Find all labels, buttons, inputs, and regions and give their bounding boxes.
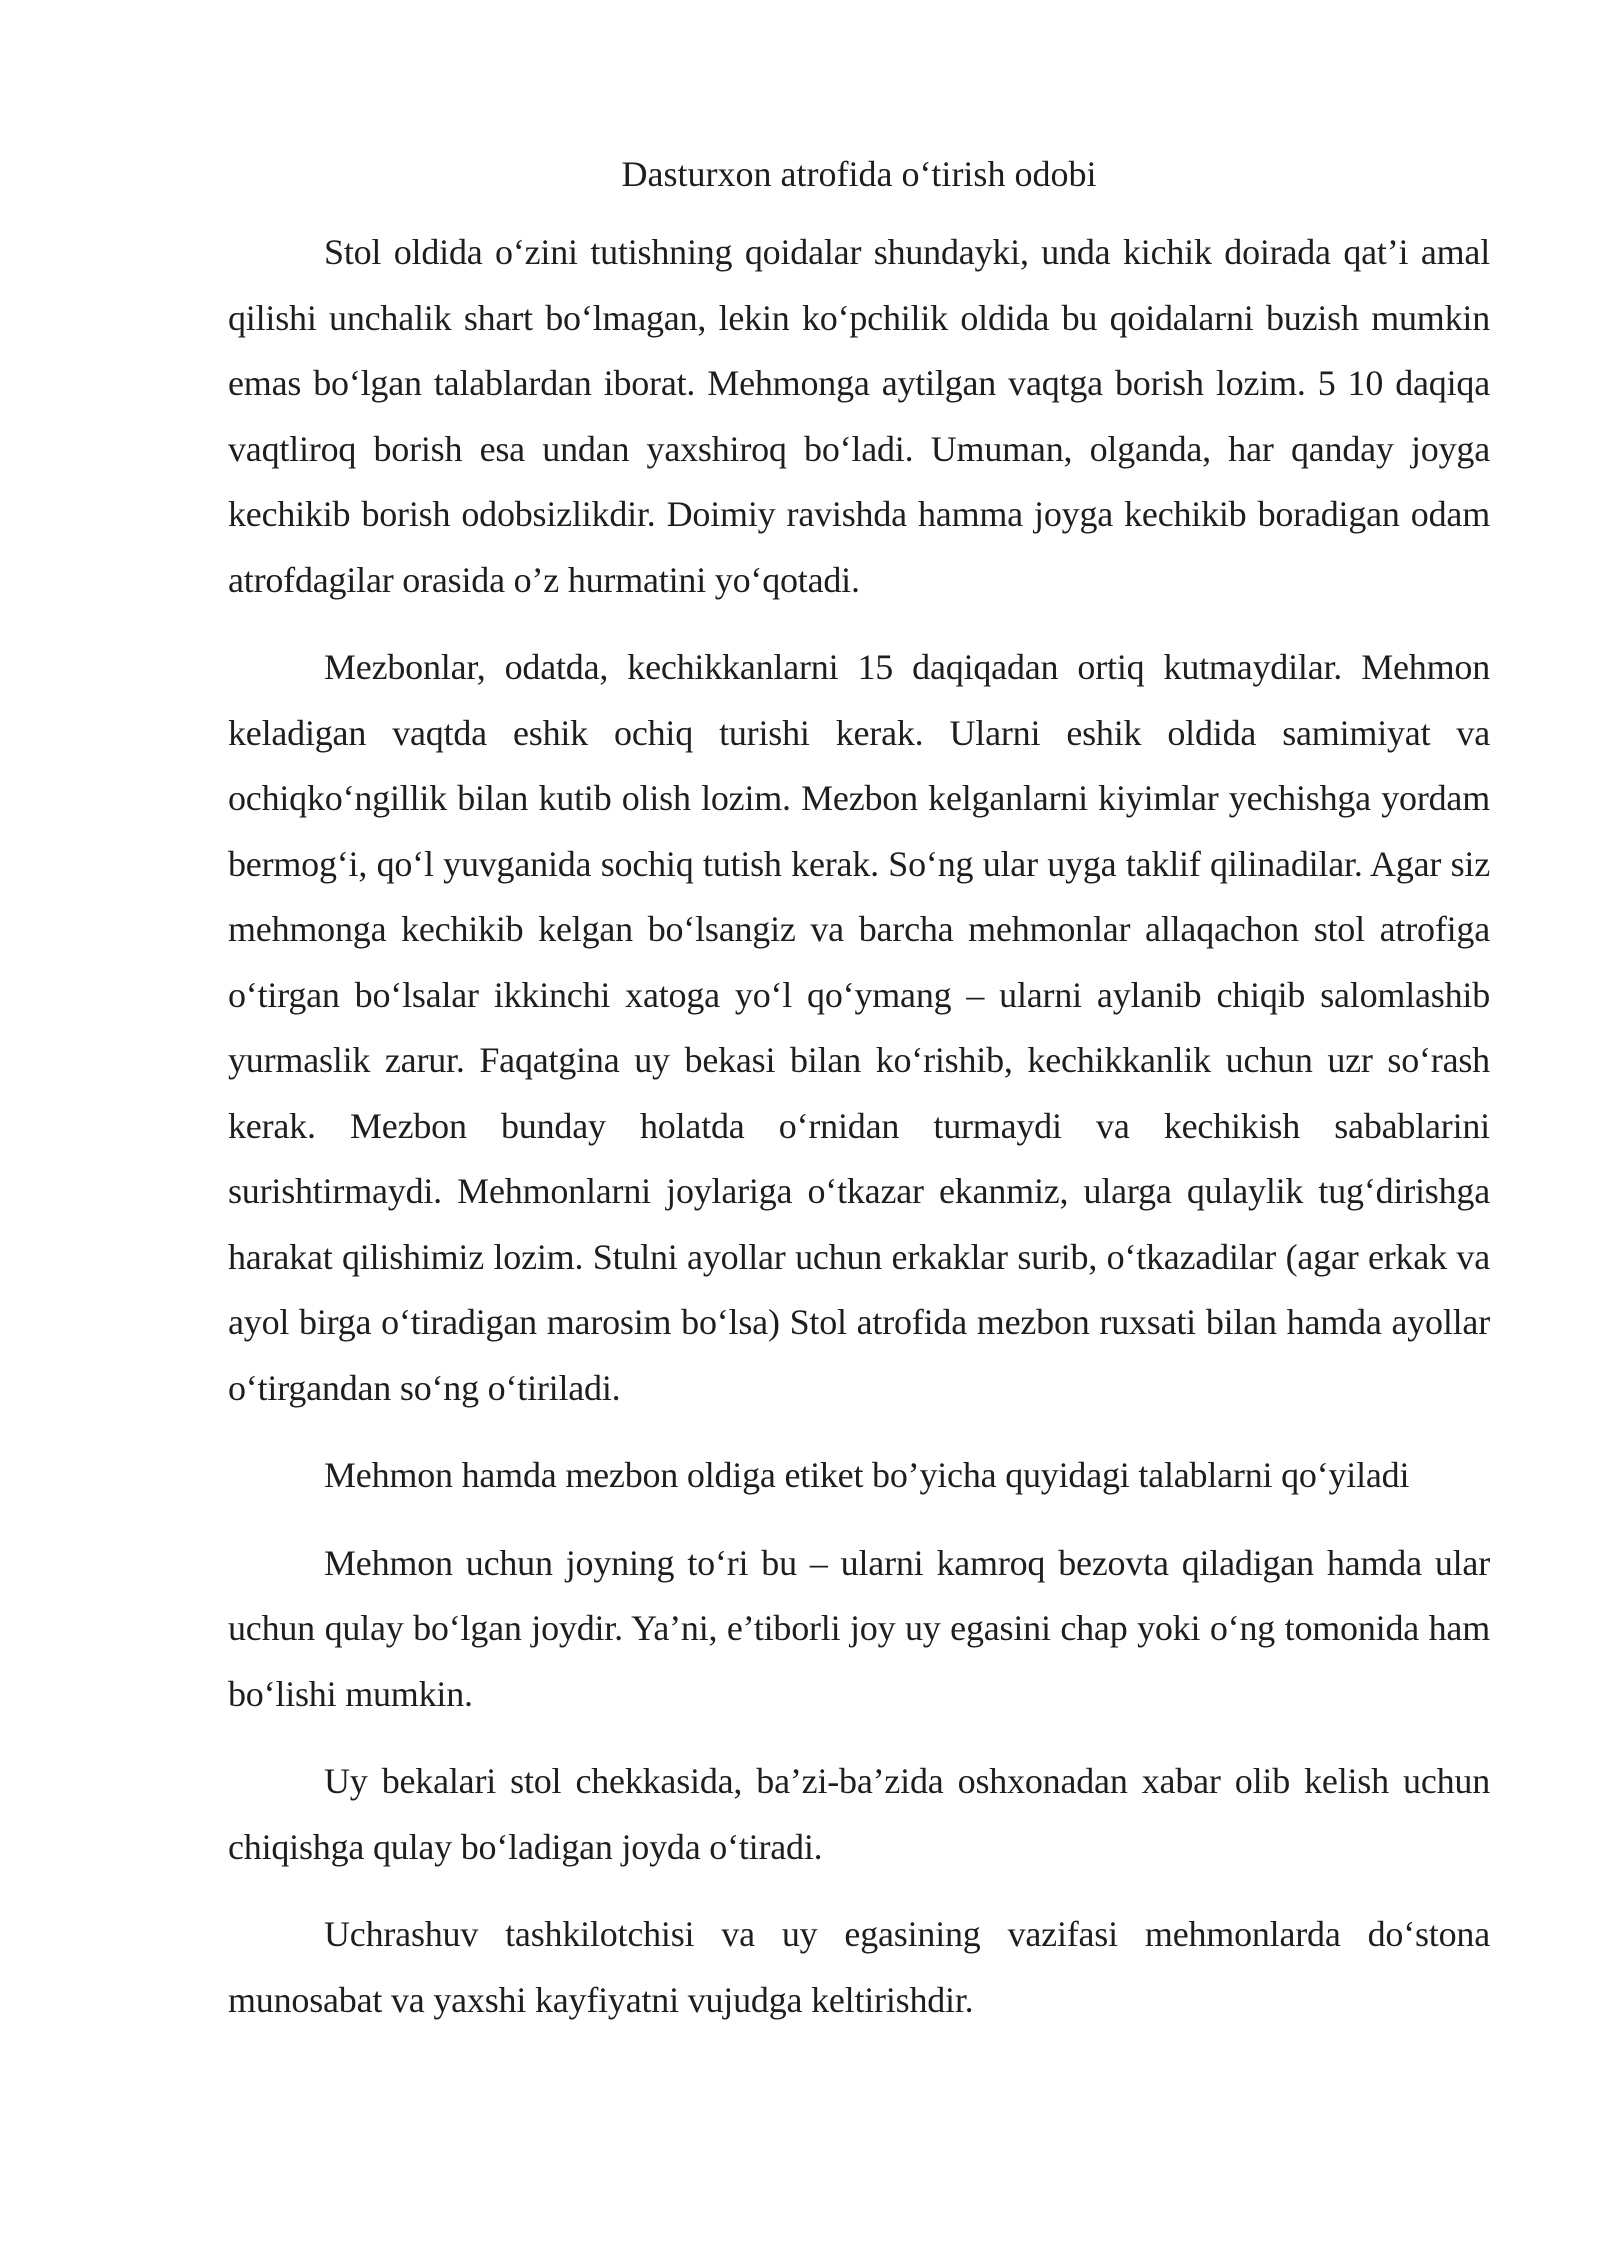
paragraph-4: Mehmon uchun joyning to‘ri bu – ularni kamroq bezovta qiladigan hamda ular uchun qulay bo‘lgan joydir. Ya’ni, e’tiborli joy uy egasini chap yoki o‘ng tomonida ham bo‘lishi mumkin. <box>228 1542 1490 1714</box>
paragraph-5: Uy bekalari stol chekkasida, ba’zi-ba’zida oshxonadan xabar olib kelish uchun chiqishga qulay bo‘ladigan joyda o‘tiradi. <box>228 1761 1490 1867</box>
document-title: Dasturxon atrofida o‘tirish odobi <box>621 154 1097 194</box>
paragraph-2: Mezbonlar, odatda, kechikkanlarni 15 daqiqadan ortiq kutmaydilar. Mehmon keladigan vaqtda eshik ochiq turishi kerak. Ularni eshik oldida samimiyat va ochiqko‘ngillik bilan kutib olish lozim. Mezbon kelganlarni kiyimlar yechishga yordam bermog‘i, qo‘l yuvganida sochiq tutish kerak. So‘ng ular uyga taklif qilinadilar. Agar siz mehmonga kechikib kelgan bo‘lsangiz va barcha mehmonlar allaqachon stol atrofiga o‘tirgan bo‘lsalar ikkinchi xatoga yo‘l qo‘ymang – ularni aylanib chiqib salomlashib yurmaslik zarur. Faqatgina uy bekasi bilan ko‘rishib, kechikkanlik uchun uzr so‘rash kerak. Mezbon bunday holatda o‘rnidan turmaydi va kechikish sabablarini surishtirmaydi. Mehmonlarni joylariga o‘tkazar ekanmiz, ularga qulaylik tug‘dirishga harakat qilishimiz lozim. Stulni ayollar uchun erkaklar surib, o‘tkazadilar (agar erkak va ayol birga o‘tiradigan marosim bo‘lsa) Stol atrofida mezbon ruxsati bilan hamda ayollar o‘tirgandan so‘ng o‘tiriladi. <box>228 647 1490 1408</box>
paragraph-1: Stol oldida o‘zini tutishning qoidalar shundayki, unda kichik doirada qat’i amal qilishi unchalik shart bo‘lmagan, lekin ko‘pchilik oldida bu qoidalarni buzish mumkin emas bo‘lgan talablardan iborat. Mehmonga aytilgan vaqtga borish lozim. 5 10 daqiqa vaqtliroq borish esa undan yaxshiroq bo‘ladi. Umuman, olganda, har qanday joyga kechikib borish odobsizlikdir. Doimiy ravishda hamma joyga kechikib boradigan odam atrofdagilar orasida o’z hurmatini yo‘qotadi. <box>228 232 1490 600</box>
paragraph-3: Mehmon hamda mezbon oldiga etiket bo’yicha quyidagi talablarni qo‘yiladi <box>324 1455 1410 1495</box>
paragraph-6: Uchrashuv tashkilotchisi va uy egasining vazifasi mehmonlarda do‘stona munosabat va yaxshi kayfiyatni vujudga keltirishdir. <box>228 1914 1490 2020</box>
document-page <box>228 148 1490 2055</box>
